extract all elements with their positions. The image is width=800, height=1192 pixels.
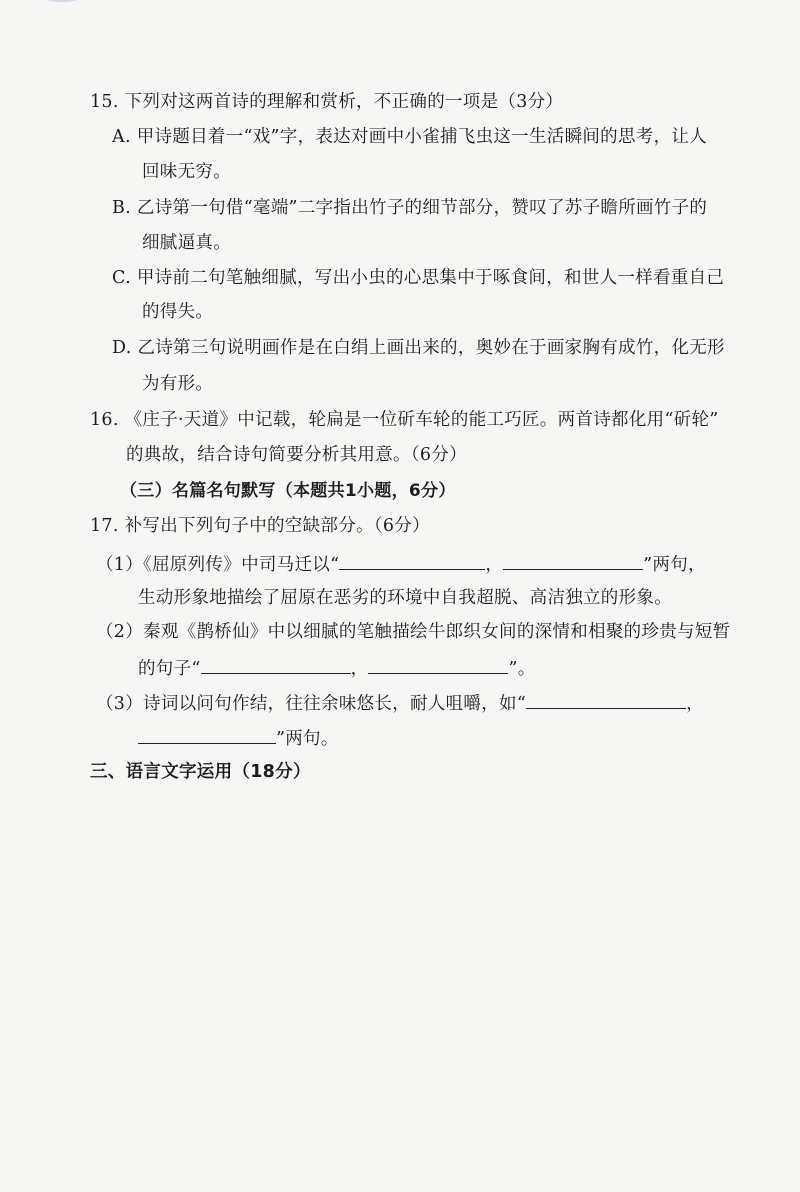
item-text: ”两句。 [276,729,339,749]
item-text: ”。 [508,659,536,679]
q15-option-c-cont: 的得失。 [142,302,214,322]
option-text: 乙诗第三句说明画作是在白绢上画出来的，奥妙在于画家胸有成竹，化无形 [137,338,725,358]
q16-line2: 的典故，结合诗句简要分析其用意。（6分） [126,445,467,465]
answer-blank-1a[interactable] [339,551,485,570]
answer-blank-2a[interactable] [201,655,351,674]
q17-item2-cont [138,655,536,681]
q15-option-b[interactable] [112,196,707,220]
q15-option-a[interactable] [112,125,707,149]
q15-option-a-cont: 回味无穷。 [142,162,231,182]
item-text: ， [485,555,504,575]
option-label: A. [112,127,131,147]
q17-item3 [96,690,704,716]
option-label: B. [112,198,132,218]
item-text: ， [686,694,704,714]
q17-stem: 17. 补写出下列句子中的空缺部分。（6分） [90,516,430,536]
q15-option-d-cont: 为有形。 [142,374,214,394]
scan-stain [38,0,86,2]
q17-item1-cont: 生动形象地描绘了屈原在恶劣的环境中自我超脱、高洁独立的形象。 [138,588,672,608]
answer-blank-3a[interactable] [526,690,686,709]
section-heading-recitation: （三）名篇名句默写（本题共1小题，6分） [120,481,456,501]
q15-option-d[interactable] [112,336,725,360]
q15-option-c[interactable] [112,266,724,290]
answer-blank-1b[interactable] [503,551,643,570]
option-text: 甲诗题目着一“戏”字，表达对画中小雀捕飞虫这一生活瞬间的思考，让人 [136,127,707,147]
q15-stem: 15. 下列对这两首诗的理解和赏析，不正确的一项是（3分） [90,92,564,112]
q16-line1: 16. 《庄子·天道》中记载，轮扁是一位斫车轮的能工巧匠。两首诗都化用“斫轮” [90,410,719,430]
item-text: （3）诗词以问句作结，往往余味悠长，耐人咀嚼，如“ [96,694,527,714]
q15-option-b-cont: 细腻逼真。 [142,233,231,253]
option-text: 甲诗前二句笔触细腻，写出小虫的心思集中于啄食间，和世人一样看重自己 [136,268,725,288]
answer-blank-2b[interactable] [368,655,508,674]
q17-item1 [96,551,706,577]
item-text: ”两句， [643,555,706,575]
option-text: 乙诗第一句借“毫端”二字指出竹子的细节部分，赞叹了苏子瞻所画竹子的 [136,198,708,218]
answer-blank-3b[interactable] [138,725,276,744]
item-text: （1）《屈原列传》中司马迁以“ [96,555,340,575]
item-text: ， [350,659,369,679]
q17-item3-cont [138,725,339,751]
option-label: C. [112,268,131,288]
option-label: D. [112,338,132,358]
item-text: 的句子“ [138,659,201,679]
q17-item2: （2）秦观《鹊桥仙》中以细腻的笔触描绘牛郎织女间的深情和相聚的珍贵与短暂 [96,622,731,642]
section-three-heading: 三、语言文字运用（18分） [90,762,311,782]
